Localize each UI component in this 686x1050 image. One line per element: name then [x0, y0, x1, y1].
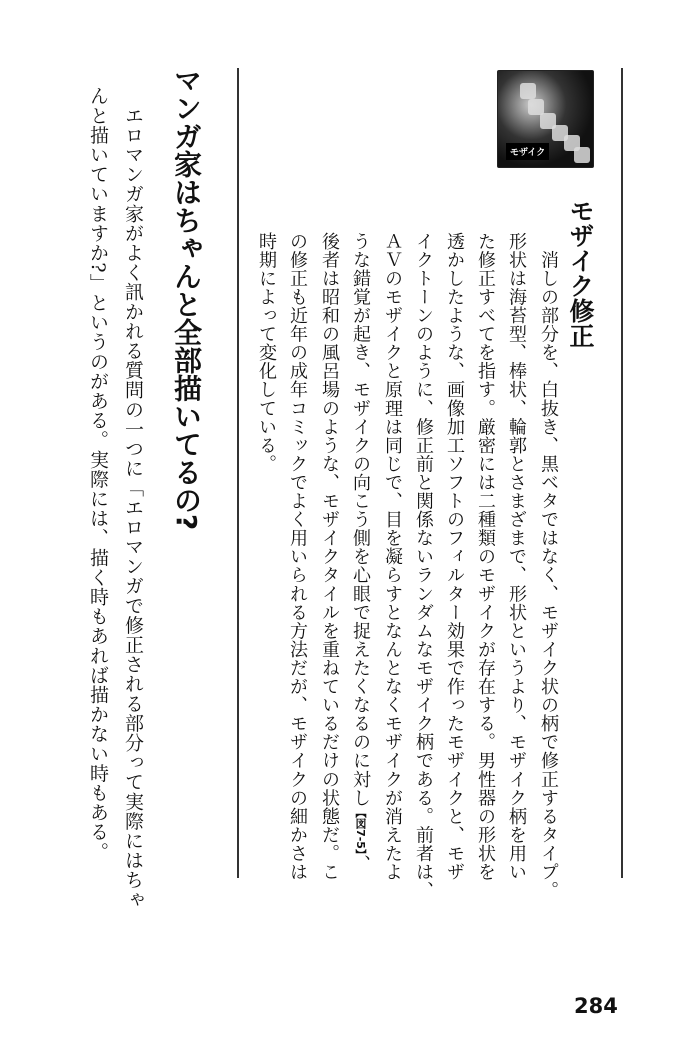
body-line: イクトーンのように、修正前と関係ないランダムなモザイク柄である。前者は、 [413, 232, 434, 900]
body-line: 透かしたような、画像加工ソフトのフィルター効果で作ったモザイクと、モザ [444, 232, 465, 882]
body-line: 形状は海苔型、棒状、輪郭とさまざまで、形状というより、モザイク柄を用い [506, 232, 527, 882]
section-heading-manga: マンガ家はちゃんと全部描いてるの? [170, 66, 203, 531]
page-number: 284 [574, 994, 618, 1018]
body-line: 時期によって変化している。 [256, 232, 277, 474]
body-line: た修正すべてを指す。厳密には二種類のモザイクが存在する。男性器の形状を [475, 232, 496, 882]
figure-label: モザイク [506, 143, 549, 160]
mosaic-figure-image [497, 70, 594, 168]
body-line [348, 232, 372, 873]
body-line: の修正も近年の成年コミックでよく用いられる方法だが、モザイクの細かさは [287, 232, 308, 882]
body-line: ＡＶのモザイクと原理は同じで、目を凝らすとなんとなくモザイクが消えたよ [382, 232, 403, 882]
body-line: エロマンガ家がよく訊かれる質問の一つに「エロマンガで修正される部分って実際にはちゃ [122, 86, 144, 910]
column-divider-left [237, 68, 239, 878]
body-line: 消しの部分を、白抜き、黒ベタではなく、モザイク状の柄で修正するタイプ。 [538, 232, 559, 900]
section-heading-mosaic: モザイク修正 [566, 198, 595, 348]
figure-reference: 【図7-5】 [354, 807, 367, 855]
punctuation: 、 [350, 854, 371, 873]
body-line-text: うな錯覚が起き、モザイクの向こう側を心眼で捉えたくなるのに対し [350, 232, 371, 808]
body-line: 後者は昭和の風呂場のような、モザイクタイルを重ねているだけの状態だ。こ [319, 232, 340, 882]
column-divider-right [621, 68, 623, 878]
body-line: んと描いていますか?」というのがある。実際には、描く時もあれば描かない時もある。 [87, 86, 109, 862]
